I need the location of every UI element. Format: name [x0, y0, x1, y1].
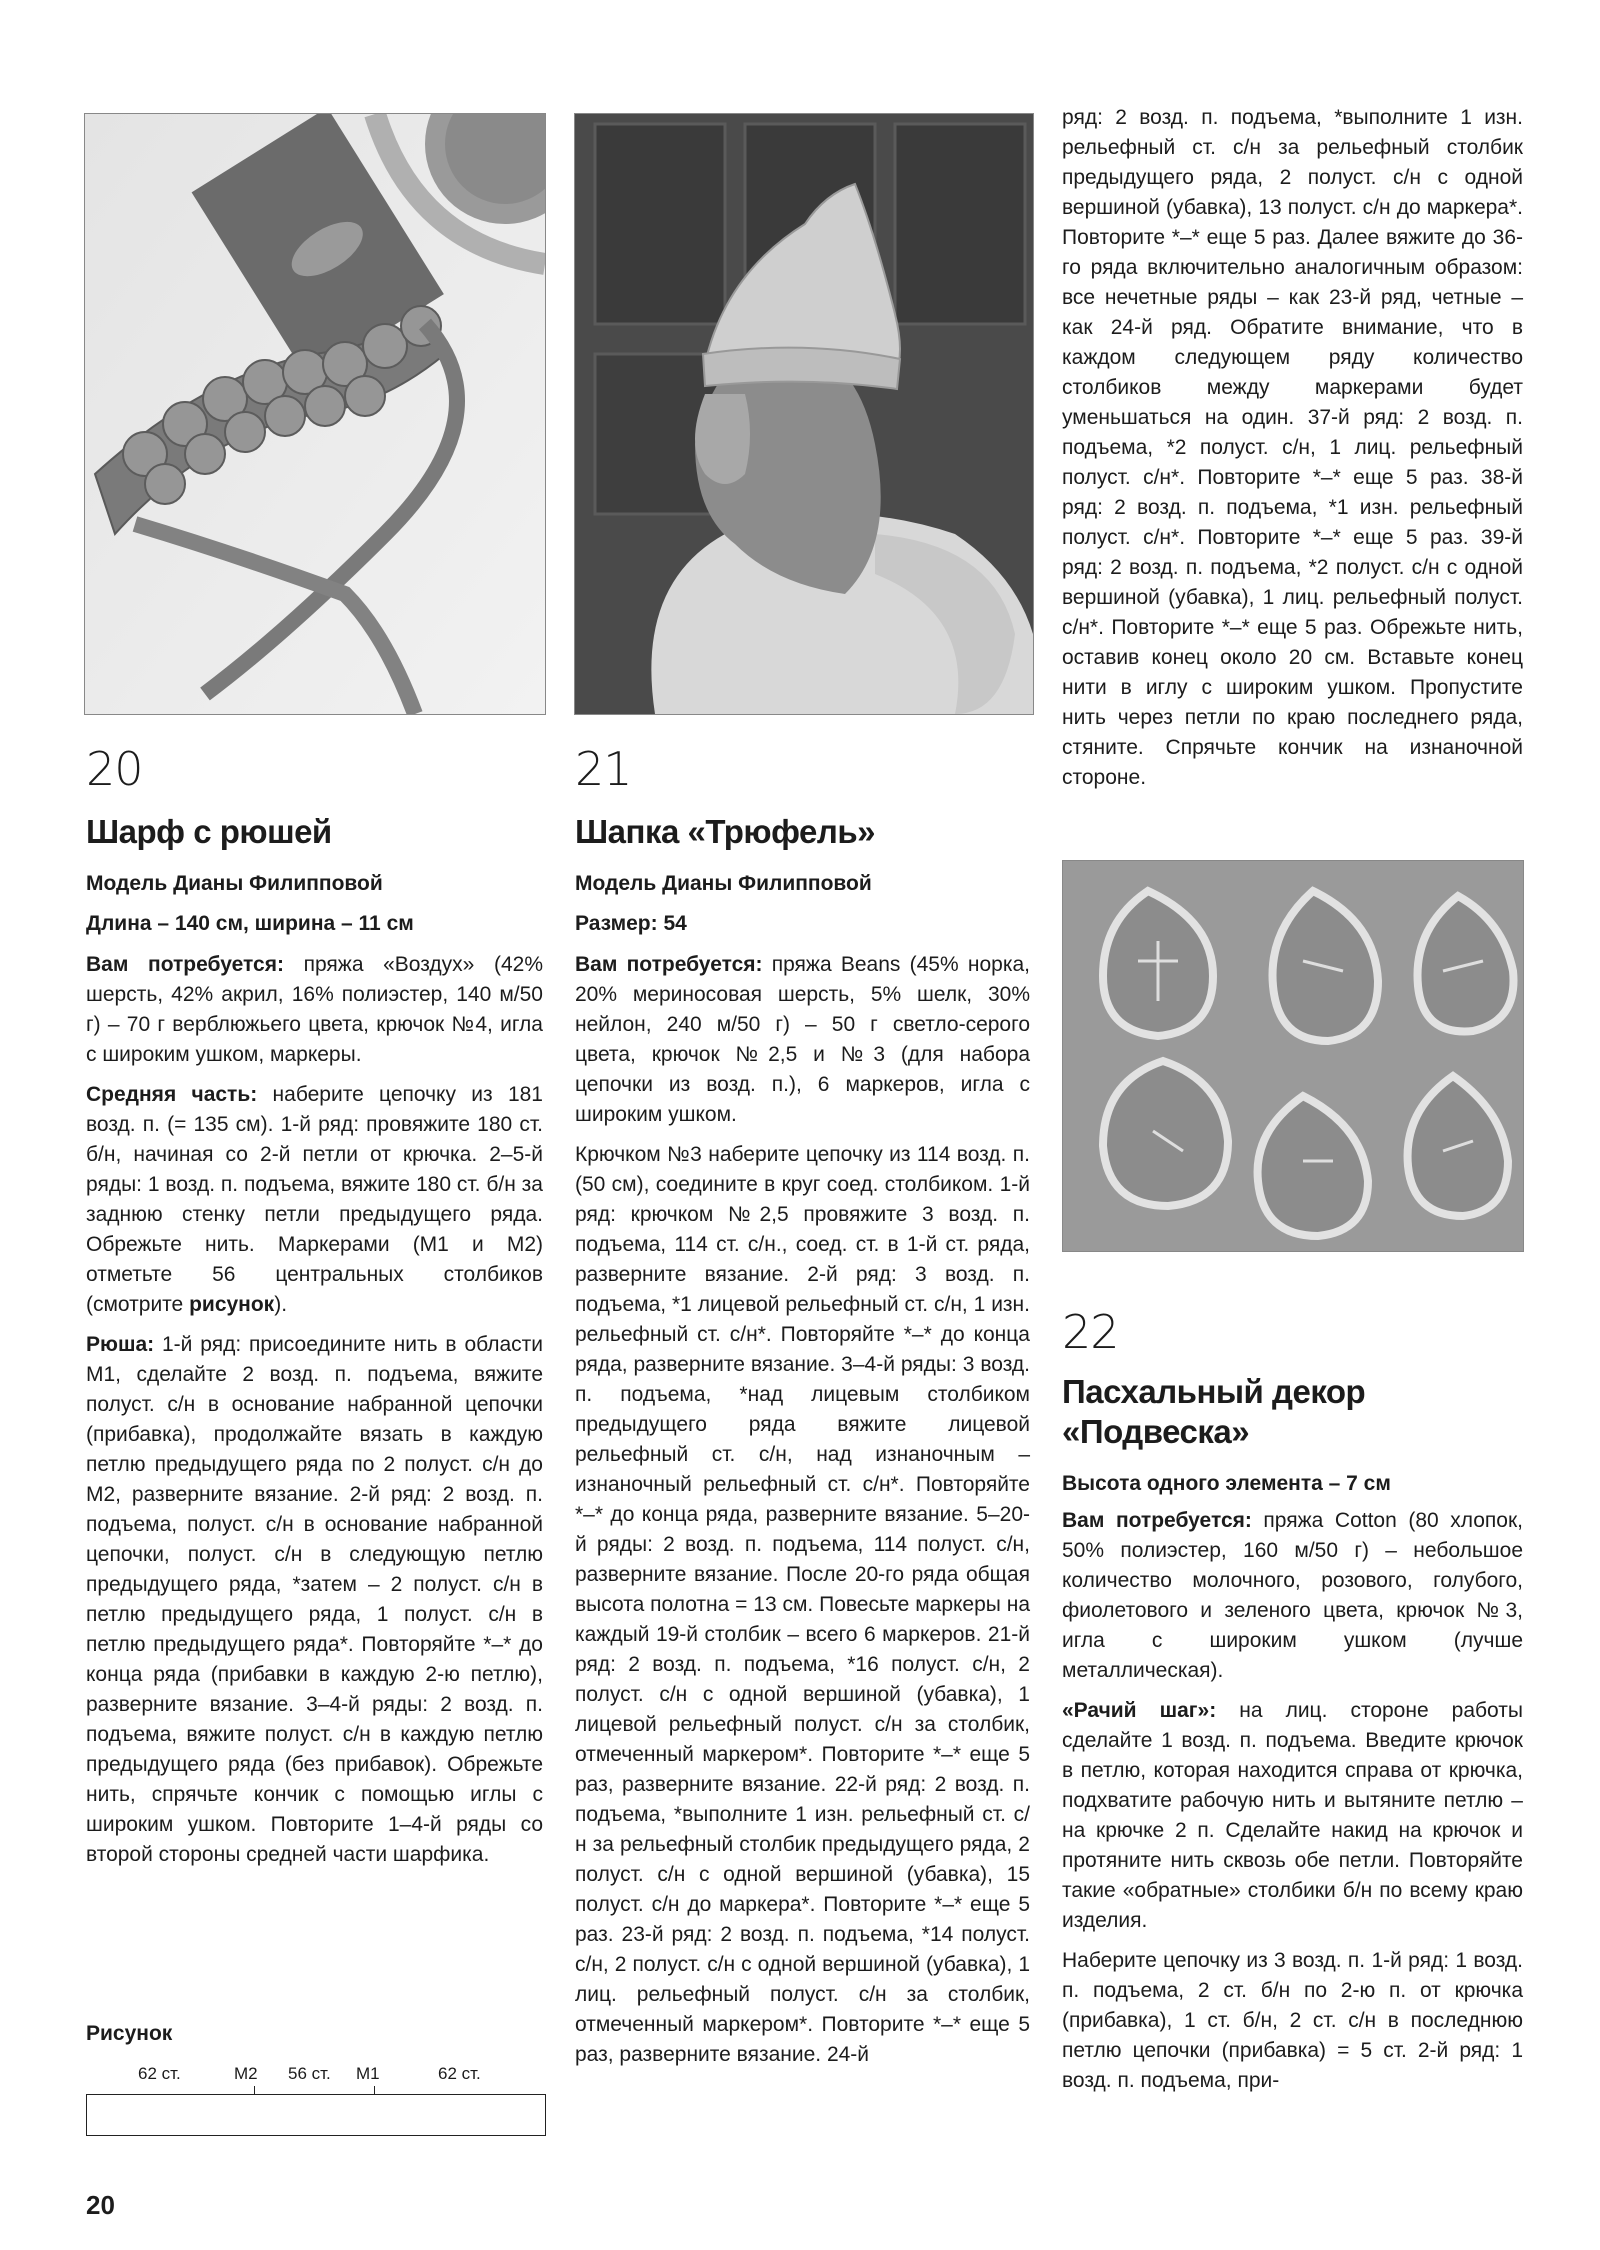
pattern-model-21: Модель Дианы Филипповой: [575, 872, 872, 895]
diagram-label-m2: M2: [234, 2064, 258, 2083]
hat-photo: [574, 113, 1034, 715]
decor-crab-stitch: «Рачий шаг»: на лиц. стороне работы сделайте 1 возд. п. подъема. Введите крючок в петлю, которая находится справа от крючка, подхватите рабочую нить и вытяните петлю – на крючке 2 п. Сделайте накид на крючок и протяните нить сквозь обе петли. Повторяйте такие «обратные» столбики б/н по всему краю изделия.: [1062, 1699, 1523, 1932]
hat-materials: Вам потребуется: пряжа Beans (45% норка, 20% мериносовая шерсть, 5% шелк, 30% нейлон, 240 м/50 г) – 50 г светло-серого цвета, крючок №2,5 и №3 (для набора цепочки из возд. п.), 6 маркеров, игла с широким ушком.: [575, 953, 1030, 1126]
pattern-model-20: Модель Дианы Филипповой: [86, 872, 383, 895]
pattern-size-22: Высота одного элемента – 7 см: [1062, 1472, 1391, 1495]
hat-instructions-continued: [1062, 103, 1523, 803]
hat-instructions: [575, 950, 1030, 2080]
pattern-size-20: Длина – 140 см, ширина – 11 см: [86, 912, 414, 935]
pattern-size-21: Размер: 54: [575, 912, 687, 935]
decor-body: Наберите цепочку из 3 возд. п. 1-й ряд: 1 возд. п. подъема, 2 ст. б/н по 2-ю п. от крючка (прибавка), 1 ст. б/н, 2 ст. с/н в последнюю петлю цепочки (прибавка) = 5 ст. 2-й ряд: 1 возд. п. подъема, при-: [1062, 1949, 1523, 2092]
diagram-box: [86, 2094, 546, 2136]
scarf-materials: Вам потребуется: пряжа «Воздух» (42% шерсть, 42% акрил, 16% полиэстер, 140 м/50 г) – 70 г верблюжьего цвета, крючок №4, игла с широким ушком, маркеры.: [86, 953, 544, 1066]
diagram-label-right: 62 ст.: [438, 2064, 481, 2083]
scarf-diagram: [86, 2060, 546, 2136]
hat-continued-text: ряд: 2 возд. п. подъема, *выполните 1 изн. рельефный ст. с/н за рельефный столбик предыдущего ряда, 2 полуст. с/н с одной вершиной (убавка), 13 полуст. с/н до маркера*. Повторите *–* еще 5 раз. Далее вяжите до 36-го ряда включительно аналогичным образом: все нечетные ряды – как 23-й ряд, четные – как 24-й ряд. Обратите внимание, что в каждом следующем ряду количество столбиков между маркерами будет уменьшаться на один. 37-й ряд: 2 возд. п. подъема, *2 полуст. с/н, 1 лиц. рельефный полуст. с/н*. Повторите *–* еще 5 раз. 38-й ряд: 2 возд. п. подъема, *1 изн. рельефный полуст. с/н*. Повторите *–* еще 5 раз. 39-й ряд: 2 возд. п. подъема, *2 полуст. с/н с одной вершиной (убавка), 1 лиц. рельефный полуст. с/н*. Повторите *–* еще 5 раз. Обрежьте нить, оставив конец около 20 см. Вставьте конец нити в иглу с широким ушком. Пропустите нить через петли по краю последнего ряда, стяните. Спрячьте кончик на изнаночной стороне.: [1062, 106, 1523, 789]
pattern-number-22: 22: [1062, 1305, 1119, 1359]
scarf-instructions: [86, 950, 543, 1880]
scarf-middle-section: Средняя часть: наберите цепочку из 181 возд. п. (= 135 см). 1-й ряд: провяжите 180 ст. б/н, начиная со 2-й петли от крючка. 2–5-й ряды: 1 возд. п. подъема, вяжите 180 ст. б/н за заднюю стенку петли предыдущего ряда. Обрежьте нить. Маркерами (М1 и М2) отметьте 56 центральных столбиков (смотрите рисунок).: [86, 1083, 543, 1316]
diagram-label-left: 62 ст.: [138, 2064, 181, 2083]
scarf-photo: [84, 113, 546, 715]
pattern-title-20: Шарф с рюшей: [86, 813, 332, 850]
scarf-ruffle-section: Рюша: 1-й ряд: присоедините нить в области М1, сделайте 2 возд. п. подъема, вяжите полуст. с/н в основание набранной цепочки (прибавка), продолжайте вязать в каждую петлю предыдущего ряда по 2 полуст. с/н до М2, разверните вязание. 2-й ряд: 2 возд. п. подъема, полуст. с/н в основание набранной цепочки, полуст. с/н в следующую петлю предыдущего ряда, *затем – 2 полуст. с/н в петлю предыдущего ряда, 1 полуст. с/н в петлю предыдущего ряда*. Повторяйте *–* до конца ряда (прибавки в каждую 2-ю петлю), разверните вязание. 3–4-й ряды: 2 возд. п. подъема, вяжите полуст. с/н в каждую петлю предыдущего ряда (без прибавок). Обрежьте нить, спрячьте кончик с помощью иглы с широким ушком. Повторите 1–4-й ряды со второй стороны средней части шарфика.: [86, 1333, 543, 1866]
decor-instructions: [1062, 1506, 1523, 2106]
page-number: 20: [86, 2190, 115, 2220]
hat-body: Крючком №3 наберите цепочку из 114 возд. п. (50 см), соедините в круг соед. столбиком. 1-й ряд: крючком №2,5 провяжите 3 возд. п. подъема, 114 ст. с/н., соед. ст. в 1-й ст. ряда, разверните вязание. 2-й ряд: 3 возд. п. подъема, *1 лицевой рельефный ст. с/н, 1 изн. рельефный ст. с/н*. Повторяйте *–* до конца ряда, разверните вязание. 3–4-й ряды: 3 возд. п. подъема, *над лицевым столбиком предыдущего ряда вяжите лицевой рельефный ст. с/н, над изнаночным – изнаночный рельефный ст. с/н*. Повторяйте *–* до конца ряда, разверните вязание. 5–20-й ряды: 2 возд. п. подъема, 114 полуст. с/н, разверните вязание. После 20-го ряда общая высота полотна = 13 см. Повесьте маркеры на каждый 19-й столбик – всего 6 маркеров. 21-й ряд: 2 возд. п. подъема, *16 полуст. с/н, 2 полуст. с/н с одной вершиной (убавка), 1 лицевой рельефный полуст. с/н за столбик, отмеченный маркером*. Повторите *–* еще 5 раз, разверните вязание. 22-й ряд: 2 возд. п. подъема, *выполните 1 изн. рельефный ст. с/н за рельефный столбик предыдущего ряда, 2 полуст. с/н с одной вершиной (убавка), 15 полуст. с/н до маркера*. Повторите *–* еще 5 раз. 23-й ряд: 2 возд. п. подъема, *14 полуст. с/н, 2 полуст. с/н с одной вершиной (убавка), 1 лиц. рельефный полуст. с/н за столбик, отмеченный маркером*. Повторите *–* еще 5 раз, разверните вязание. 24-й: [575, 1143, 1030, 2066]
pattern-number-21: 21: [575, 742, 632, 796]
diagram-label-m1: M1: [356, 2064, 380, 2083]
diagram-tick-m1: [374, 2086, 375, 2094]
decor-photo: [1062, 860, 1524, 1252]
pattern-title-21: Шапка «Трюфель»: [575, 813, 875, 850]
decor-materials: Вам потребуется: пряжа Cotton (80 хлопок, 50% полиэстер, 160 м/50 г) – небольшое количество молочного, розового, голубого, фиолетового и зеленого цвета, крючок №3, игла с широким ушком (лучше металлическая).: [1062, 1509, 1523, 1682]
diagram-title: Рисунок: [86, 2022, 173, 2045]
pattern-number-20: 20: [86, 742, 143, 796]
pattern-title-22: Пасхальный декор «Подвеска»: [1062, 1373, 1366, 1450]
diagram-tick-m2: [254, 2086, 255, 2094]
diagram-label-center: 56 ст.: [288, 2064, 331, 2083]
